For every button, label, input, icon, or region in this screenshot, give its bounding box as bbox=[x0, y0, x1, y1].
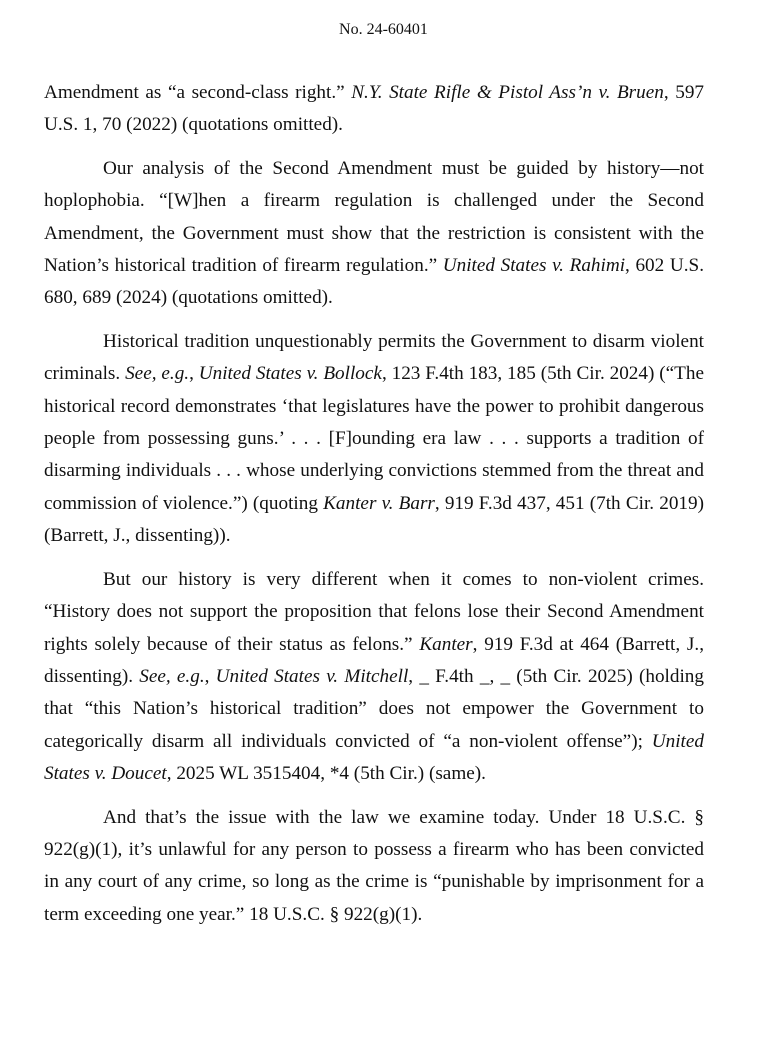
text-run: Historical tradition unquestionably permits the Government to disarm violent criminals. bbox=[44, 330, 704, 385]
case-citation: See, e.g. bbox=[125, 363, 190, 385]
text-run: , bbox=[189, 363, 199, 385]
text-run: Our analysis of the Second Amendment must be guided by history—not hoplophobia. “[W]hen a firearm regulation is challenged under the Second Amendment, the Government must show that the restriction is consistent with the Nation’s historical tradition of firearm regulation.” bbox=[44, 157, 704, 277]
text-run: , bbox=[204, 665, 216, 687]
text-run: But our history is very different when it comes to non-violent crimes. “History does not support the proposition that felons lose their Second Amendment rights solely because of their status as felons.” bbox=[44, 568, 704, 655]
text-run: , 919 F.3d 437, 451 (7th Cir. 2019) (Barrett, J., dissenting)). bbox=[44, 492, 705, 547]
paragraph-2 bbox=[44, 153, 704, 315]
text-run: Amendment as “a second-class right.” bbox=[44, 82, 352, 103]
paragraph-1 bbox=[44, 77, 704, 142]
text-run: , 123 F.4th 183, 185 (5th Cir. 2024) (“The historical record demonstrates ‘that legislatures have the power to prohibit dangerous people from possessing guns.’ . . . [F]ounding era law . . . supports a tradition of disarming individuals . . . whose underlying convictions stemmed from the threat and commission of violence.”) (quoting bbox=[44, 363, 704, 514]
text-run: , 602 U.S. 680, 689 (2024) (quotations omitted). bbox=[44, 255, 704, 309]
text-run: , 597 U.S. 1, 70 (2022) (quotations omitted). bbox=[44, 82, 705, 136]
paragraph-3 bbox=[44, 326, 704, 553]
case-citation: N.Y. State Rifle & Pistol Ass’n v. Bruen bbox=[351, 82, 664, 103]
paragraph-5 bbox=[44, 802, 704, 932]
text-run: And that’s the issue with the law we examine today. Under 18 U.S.C. § 922(g)(1), it’s unlawful for any person to possess a firearm who has been convicted in any court of any crime, so long as the crime is “punishable by imprisonment for a term exceeding one year.” 18 U.S.C. § 922(g)(1). bbox=[44, 806, 704, 925]
case-citation: United States v. Doucet bbox=[44, 730, 704, 785]
paragraph-4 bbox=[44, 564, 704, 791]
text-run: , 919 F.3d at 464 (Barrett, J., dissenting). bbox=[44, 633, 704, 687]
case-citation: See, e.g. bbox=[139, 665, 205, 687]
case-citation: United States v. Rahimi bbox=[442, 255, 626, 277]
case-citation: Kanter v. Barr bbox=[323, 492, 435, 514]
case-citation: Kanter bbox=[419, 633, 473, 655]
case-citation: United States v. Bollock bbox=[198, 363, 382, 385]
opinion-body bbox=[44, 77, 704, 942]
text-run: , _ F.4th _, _ (5th Cir. 2025) (holding that “this Nation’s historical tradition” does not empower the Government to categorically disarm all individuals convicted of “a non-violent offense”); bbox=[44, 665, 704, 752]
case-citation: United States v. Mitchell bbox=[215, 665, 409, 687]
text-run: , 2025 WL 3515404, *4 (5th Cir.) (same). bbox=[166, 763, 486, 785]
case-number: No. 24-60401 bbox=[339, 21, 428, 38]
